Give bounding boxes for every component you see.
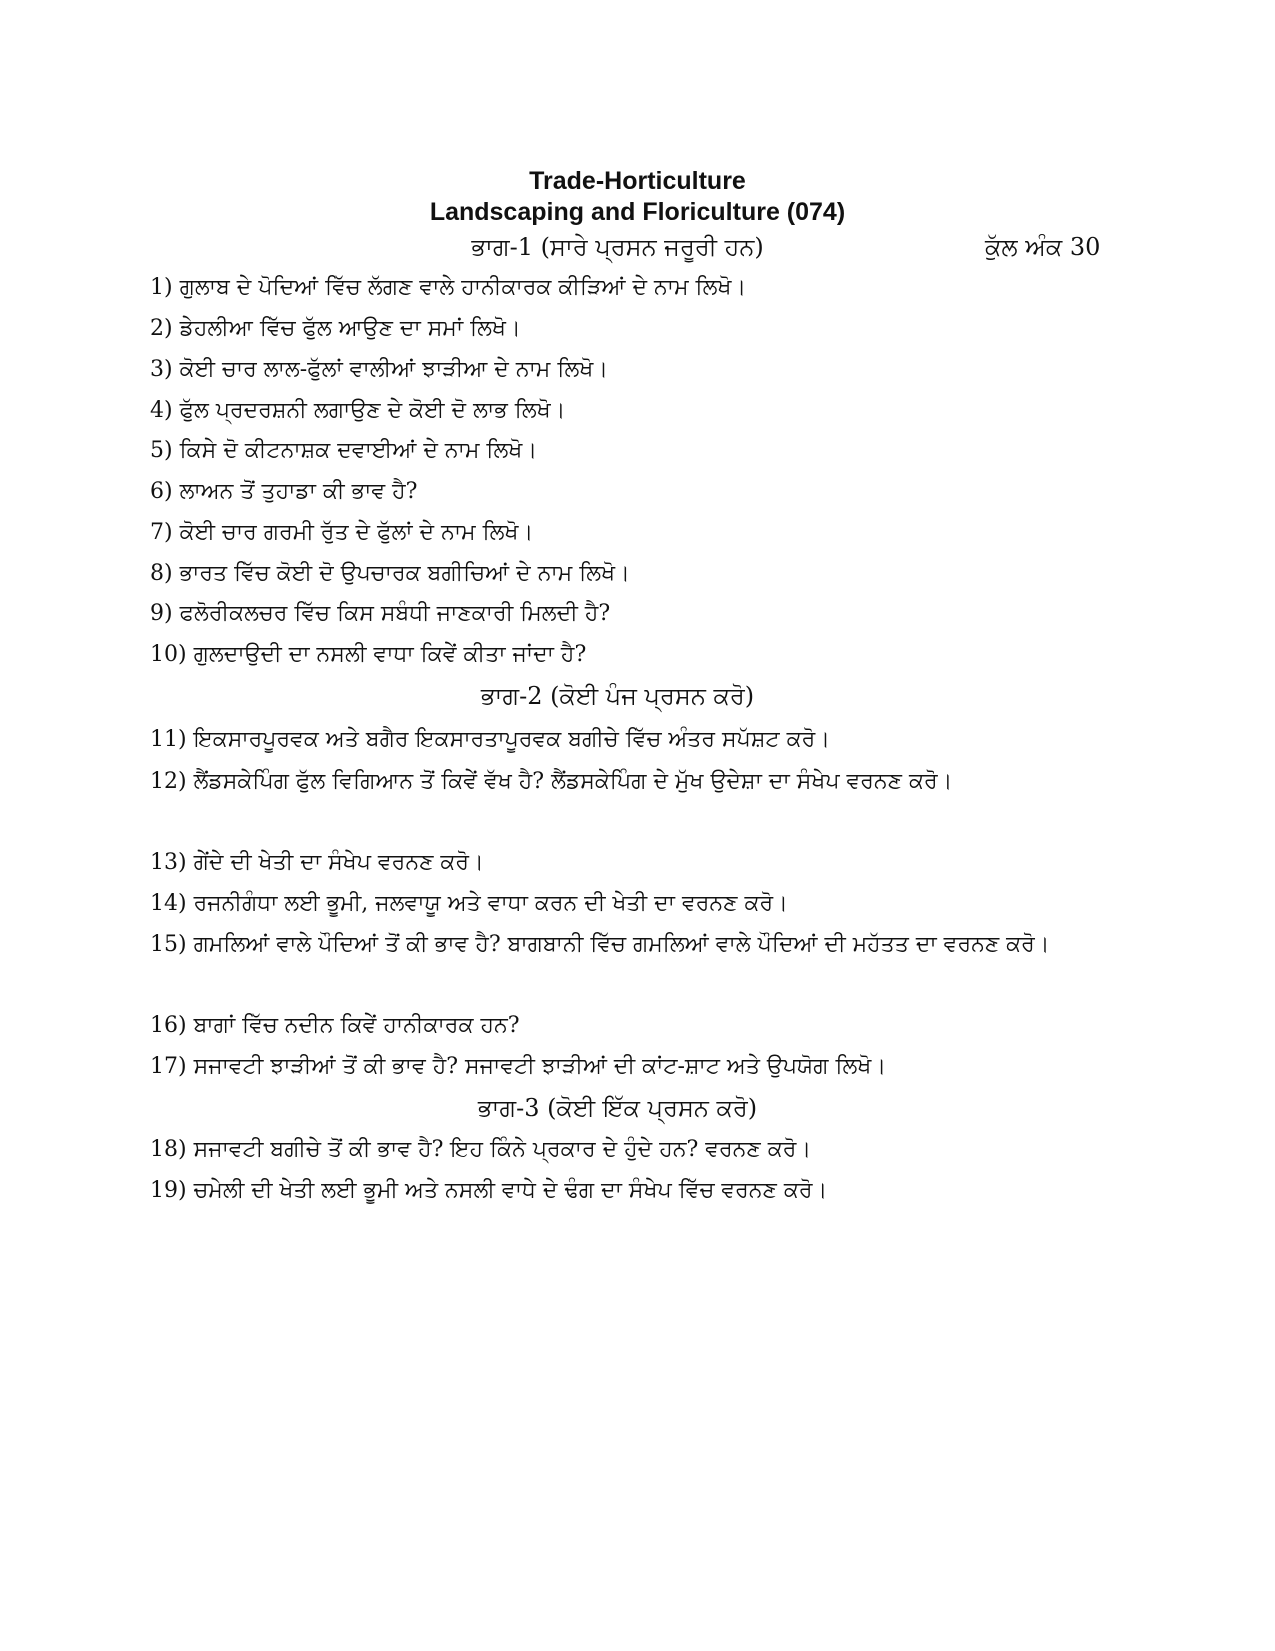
question-item xyxy=(150,884,1080,924)
question-number: 18) xyxy=(150,1137,187,1162)
question-item xyxy=(150,594,1080,634)
section-heading-1: ਭਾਗ-1 (ਸਾਰੇ ਪ੍ਰਸਨ ਜਰੂਰੀ ਹਨ) xyxy=(471,233,764,261)
page-subtitle: Landscaping and Floriculture (074) xyxy=(429,198,846,226)
question-text: ਡੇਹਲੀਆ ਵਿੱਚ ਫੁੱਲ ਆਉਣ ਦਾ ਸਮਾਂ ਲਿਖੋ। xyxy=(179,316,521,341)
section-heading-3: ਭਾਗ-3 (ਕੋਈ ਇੱਕ ਪ੍ਰਸਨ ਕਰੋ) xyxy=(477,1094,758,1122)
question-number: 1) xyxy=(150,275,173,300)
question-item xyxy=(150,1006,1080,1046)
question-item xyxy=(150,843,1080,883)
question-number: 11) xyxy=(150,727,187,752)
question-item xyxy=(150,309,1080,349)
question-number: 7) xyxy=(150,520,173,545)
question-text: ਕੋਈ ਚਾਰ ਲਾਲ-ਫੁੱਲਾਂ ਵਾਲੀਆਂ ਝਾੜੀਆ ਦੇ ਨਾਮ ਲਿਖੋ। xyxy=(179,357,609,382)
question-number: 2) xyxy=(150,316,173,341)
question-text: ਗੇਂਦੇ ਦੀ ਖੇਤੀ ਦਾ ਸੰਖੇਪ ਵਰਨਣ ਕਰੋ। xyxy=(193,850,484,875)
question-number: 4) xyxy=(150,398,173,423)
question-number: 5) xyxy=(150,438,173,463)
question-text: ਰਜਨੀਗੰਧਾ ਲਈ ਭੂਮੀ, ਜਲਵਾਯੂ ਅਤੇ ਵਾਧਾ ਕਰਨ ਦੀ ਖੇਤੀ ਦਾ ਵਰਨਣ ਕਰੋ। xyxy=(193,891,788,916)
question-text: ਗੁਲਦਾਉਦੀ ਦਾ ਨਸਲੀ ਵਾਧਾ ਕਿਵੇਂ ਕੀਤਾ ਜਾਂਦਾ ਹੈ? xyxy=(193,642,587,667)
question-number: 16) xyxy=(150,1013,187,1038)
question-text: ਕੋਈ ਚਾਰ ਗਰਮੀ ਰੁੱਤ ਦੇ ਫੁੱਲਾਂ ਦੇ ਨਾਮ ਲਿਖੋ। xyxy=(179,520,534,545)
question-item xyxy=(150,1130,1080,1170)
question-number: 12) xyxy=(150,769,187,794)
question-text: ਕਿਸੇ ਦੋ ਕੀਟਨਾਸ਼ਕ ਦਵਾਈਆਂ ਦੇ ਨਾਮ ਲਿਖੋ। xyxy=(179,438,538,463)
question-item xyxy=(150,762,1088,802)
question-number: 17) xyxy=(150,1054,187,1079)
question-number: 9) xyxy=(150,601,173,626)
question-text: ਚਮੇਲੀ ਦੀ ਖੇਤੀ ਲਈ ਭੂਮੀ ਅਤੇ ਨਸਲੀ ਵਾਧੇ ਦੇ ਢੰਗ ਦਾ ਸੰਖੇਪ ਵਿੱਚ ਵਰਨਣ ਕਰੋ। xyxy=(193,1178,828,1203)
question-text: ਸਜਾਵਟੀ ਬਗੀਚੇ ਤੋਂ ਕੀ ਭਾਵ ਹੈ? ਇਹ ਕਿੰਨੇ ਪ੍ਰਕਾਰ ਦੇ ਹੁੰਦੇ ਹਨ? ਵਰਨਣ ਕਰੋ। xyxy=(193,1137,812,1162)
total-marks: ਕੁੱਲ ਅੰਕ 30 xyxy=(985,233,1101,261)
question-text: ਇਕਸਾਰਪੂਰਵਕ ਅਤੇ ਬਗੈਰ ਇਕਸਾਰਤਾਪੂਰਵਕ ਬਗੀਚੇ ਵਿੱਚ ਅੰਤਰ ਸਪੱਸ਼ਟ ਕਰੋ। xyxy=(193,727,831,752)
question-text: ਸਜਾਵਟੀ ਝਾੜੀਆਂ ਤੋਂ ਕੀ ਭਾਵ ਹੈ? ਸਜਾਵਟੀ ਝਾੜੀਆਂ ਦੀ ਕਾਂਟ-ਸ਼ਾਟ ਅਤੇ ਉਪਯੋਗ ਲਿਖੋ। xyxy=(193,1054,887,1079)
question-item xyxy=(150,431,1080,471)
question-number: 8) xyxy=(150,561,173,586)
question-text: ਗਮਲਿਆਂ ਵਾਲੇ ਪੌਦਿਆਂ ਤੋਂ ਕੀ ਭਾਵ ਹੈ? ਬਾਗਬਾਨੀ ਵਿੱਚ ਗਮਲਿਆਂ ਵਾਲੇ ਪੌਦਿਆਂ ਦੀ ਮਹੱਤਤ ਦਾ ਵਰਨਣ ਕਰੋ। xyxy=(193,932,1050,957)
question-number: 10) xyxy=(150,642,187,667)
question-text: ਲੈਂਡਸਕੇਪਿੰਗ ਫੁੱਲ ਵਿਗਿਆਨ ਤੋਂ ਕਿਵੇਂ ਵੱਖ ਹੈ? ਲੈਂਡਸਕੇਪਿੰਗ ਦੇ ਮੁੱਖ ਉਦੇਸ਼ਾ ਦਾ ਸੰਖੇਪ ਵਰਨਣ ਕਰੋ। xyxy=(193,769,953,794)
question-text: ਗੁਲਾਬ ਦੇ ਪੋਦਿਆਂ ਵਿੱਚ ਲੱਗਣ ਵਾਲੇ ਹਾਨੀਕਾਰਕ ਕੀੜਿਆਂ ਦੇ ਨਾਮ ਲਿਖੋ। xyxy=(179,275,747,300)
question-item xyxy=(150,513,1080,553)
question-text: ਫਲੋਰੀਕਲਚਰ ਵਿੱਚ ਕਿਸ ਸਬੰਧੀ ਜਾਣਕਾਰੀ ਮਿਲਦੀ ਹੈ? xyxy=(179,601,611,626)
question-number: 6) xyxy=(150,479,173,504)
page-title: Trade-Horticulture xyxy=(529,167,746,195)
question-text: ਭਾਰਤ ਵਿੱਚ ਕੋਈ ਦੋ ਉਪਚਾਰਕ ਬਗੀਚਿਆਂ ਦੇ ਨਾਮ ਲਿਖੋ। xyxy=(179,561,630,586)
question-number: 15) xyxy=(150,932,187,957)
question-number: 19) xyxy=(150,1178,187,1203)
section-heading-2: ਭਾਗ-2 (ਕੋਈ ਪੰਜ ਪ੍ਰਸਨ ਕਰੋ) xyxy=(480,682,755,710)
question-item xyxy=(150,391,1080,431)
question-item xyxy=(150,635,1080,675)
question-text: ਫੁੱਲ ਪ੍ਰਦਰਸ਼ਨੀ ਲਗਾਉਣ ਦੇ ਕੋਈ ਦੋ ਲਾਭ ਲਿਖੋ। xyxy=(179,398,566,423)
question-item xyxy=(150,925,1088,965)
question-item xyxy=(150,554,1080,594)
question-text: ਲਾਅਨ ਤੋਂ ਤੁਹਾਡਾ ਕੀ ਭਾਵ ਹੈ? xyxy=(179,479,418,504)
question-text: ਬਾਗਾਂ ਵਿੱਚ ਨਦੀਨ ਕਿਵੇਂ ਹਾਨੀਕਾਰਕ ਹਨ? xyxy=(193,1013,520,1038)
question-item xyxy=(150,472,1080,512)
question-item xyxy=(150,350,1080,390)
question-item xyxy=(150,1047,1080,1087)
question-number: 3) xyxy=(150,357,173,382)
question-item xyxy=(150,268,1080,308)
question-item xyxy=(150,720,1080,760)
question-number: 13) xyxy=(150,850,187,875)
question-item xyxy=(150,1171,1080,1211)
question-number: 14) xyxy=(150,891,187,916)
